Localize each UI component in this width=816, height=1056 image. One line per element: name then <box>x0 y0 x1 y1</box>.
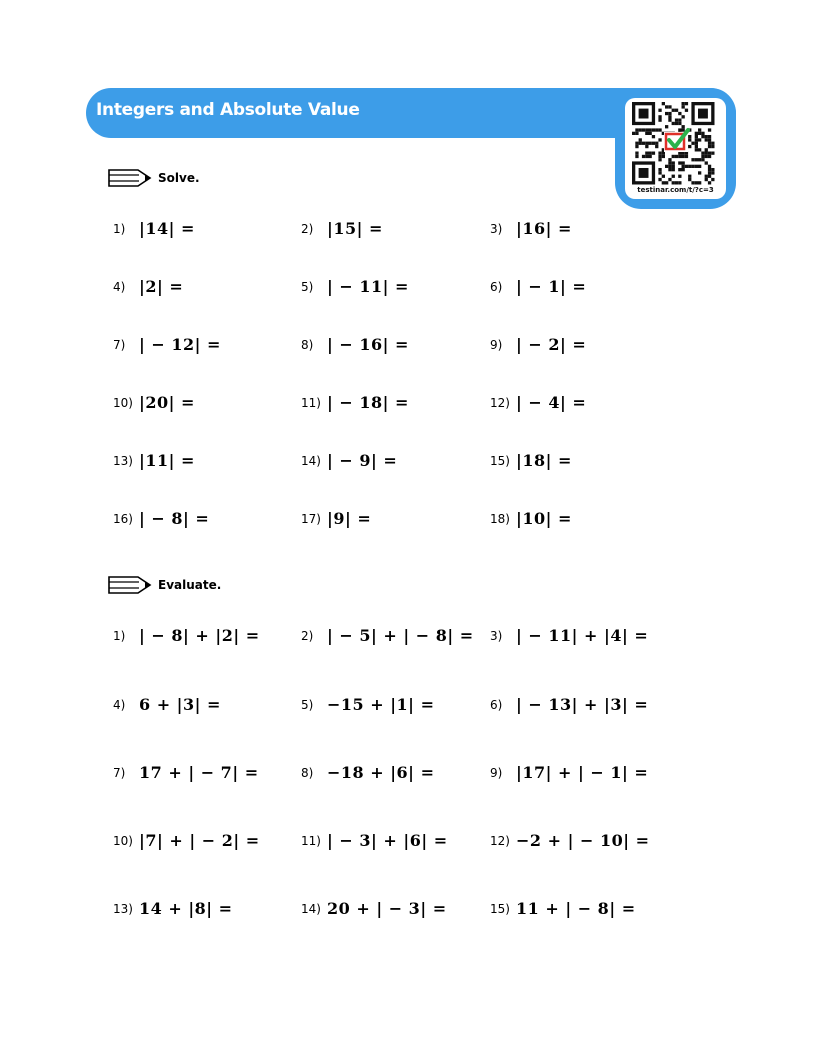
pencil-icon <box>108 575 152 595</box>
problem-number: 14) <box>301 453 321 468</box>
problem-item <box>490 335 586 359</box>
problem-expression: | − 18| = <box>327 393 409 412</box>
qr-code-icon <box>632 102 719 186</box>
problem-expression: |16| = <box>516 219 572 238</box>
problem-number: 11) <box>301 395 321 410</box>
problem-number: 18) <box>490 511 510 526</box>
problem-expression: |15| = <box>327 219 383 238</box>
problem-number: 8) <box>301 765 314 780</box>
problem-expression: −15 + |1| = <box>327 695 435 714</box>
problem-item <box>113 899 233 923</box>
problem-number: 10) <box>113 833 133 848</box>
problem-number: 9) <box>490 337 503 352</box>
problem-expression: | − 5| + | − 8| = <box>327 626 474 645</box>
problem-expression: | − 11| + |4| = <box>516 626 649 645</box>
problem-item <box>301 219 383 243</box>
problem-expression: |9| = <box>327 509 372 528</box>
section-label: Solve. <box>158 171 200 185</box>
problem-expression: |14| = <box>139 219 195 238</box>
problem-expression: 17 + | − 7| = <box>139 763 259 782</box>
problem-item <box>113 626 260 650</box>
problem-expression: 20 + | − 3| = <box>327 899 447 918</box>
problem-number: 2) <box>301 628 314 643</box>
problem-item <box>301 899 447 923</box>
problem-expression: |17| + | − 1| = <box>516 763 649 782</box>
problem-number: 16) <box>113 511 133 526</box>
problem-expression: | − 13| + |3| = <box>516 695 649 714</box>
problem-number: 10) <box>113 395 133 410</box>
problem-expression: 11 + | − 8| = <box>516 899 636 918</box>
problem-expression: | − 2| = <box>516 335 587 354</box>
problem-item <box>301 763 434 787</box>
problem-item <box>490 831 650 855</box>
problem-number: 1) <box>113 628 126 643</box>
problem-expression: |2| = <box>139 277 184 296</box>
problem-number: 4) <box>113 697 126 712</box>
pencil-icon <box>108 168 152 188</box>
problem-number: 3) <box>490 628 503 643</box>
problem-number: 15) <box>490 901 510 916</box>
problem-number: 15) <box>490 453 510 468</box>
problem-number: 13) <box>113 453 133 468</box>
problem-item <box>490 509 572 533</box>
qr-url: testinar.com/t/?c=3 <box>637 186 714 194</box>
problem-expression: |18| = <box>516 451 572 470</box>
problem-number: 14) <box>301 901 321 916</box>
problem-item <box>301 393 409 417</box>
problem-item <box>490 451 572 475</box>
problem-item <box>490 695 648 719</box>
problem-item <box>490 393 586 417</box>
problem-expression: 14 + |8| = <box>139 899 233 918</box>
problem-expression: | − 9| = <box>327 451 398 470</box>
problem-number: 11) <box>301 833 321 848</box>
problem-item <box>113 763 259 787</box>
problem-number: 13) <box>113 901 133 916</box>
problem-expression: 6 + |3| = <box>139 695 221 714</box>
problem-number: 12) <box>490 833 510 848</box>
problem-item <box>113 335 221 359</box>
problem-number: 17) <box>301 511 321 526</box>
problem-expression: | − 4| = <box>516 393 587 412</box>
problem-number: 5) <box>301 697 314 712</box>
problem-item <box>113 831 260 855</box>
problem-item <box>113 393 195 417</box>
problem-number: 7) <box>113 337 126 352</box>
problem-item <box>490 219 572 243</box>
problem-expression: | − 11| = <box>327 277 409 296</box>
problem-item <box>490 763 648 787</box>
problem-expression: | − 1| = <box>516 277 587 296</box>
qr-code-panel <box>625 98 726 199</box>
problem-number: 6) <box>490 279 503 294</box>
problem-item <box>301 277 409 301</box>
problem-number: 8) <box>301 337 314 352</box>
problem-item <box>113 695 221 719</box>
problem-expression: |11| = <box>139 451 195 470</box>
section-label: Evaluate. <box>158 578 222 592</box>
problem-item <box>113 451 195 475</box>
problem-item <box>113 509 209 533</box>
problem-item <box>301 695 434 719</box>
problem-expression: | − 8| + |2| = <box>139 626 260 645</box>
problem-item <box>113 277 183 301</box>
problem-number: 1) <box>113 221 126 236</box>
problem-expression: |20| = <box>139 393 195 412</box>
problem-number: 2) <box>301 221 314 236</box>
problem-number: 12) <box>490 395 510 410</box>
page-title: Integers and Absolute Value <box>96 100 360 120</box>
problem-item <box>113 219 195 243</box>
problem-expression: | − 8| = <box>139 509 210 528</box>
problem-expression: |7| + | − 2| = <box>139 831 260 850</box>
problem-expression: | − 12| = <box>139 335 221 354</box>
problem-expression: −18 + |6| = <box>327 763 435 782</box>
problem-item <box>301 831 448 855</box>
problem-item <box>490 626 648 650</box>
problem-number: 5) <box>301 279 314 294</box>
problem-item <box>301 626 474 650</box>
problem-expression: | − 3| + |6| = <box>327 831 448 850</box>
problem-number: 3) <box>490 221 503 236</box>
problem-expression: | − 16| = <box>327 335 409 354</box>
problem-item <box>301 451 397 475</box>
problem-number: 9) <box>490 765 503 780</box>
problem-item <box>301 335 409 359</box>
problem-number: 4) <box>113 279 126 294</box>
problem-expression: −2 + | − 10| = <box>516 831 650 850</box>
problem-number: 7) <box>113 765 126 780</box>
problem-expression: |10| = <box>516 509 572 528</box>
problem-item <box>301 509 371 533</box>
problem-number: 6) <box>490 697 503 712</box>
problem-item <box>490 899 636 923</box>
problem-item <box>490 277 586 301</box>
